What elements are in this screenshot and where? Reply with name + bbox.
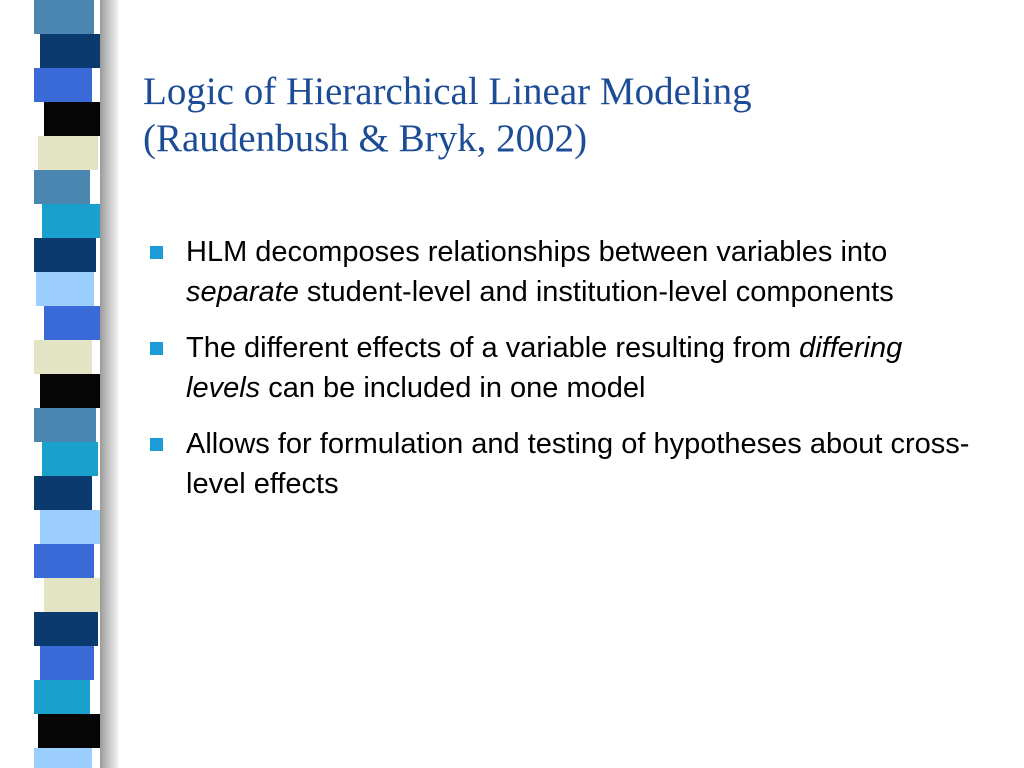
bullet-text: The different effects of a variable resulting from [186, 332, 800, 364]
bullet-emphasis: differing levels [186, 332, 903, 404]
square-bullet-icon [150, 342, 163, 355]
stripe-band [38, 136, 98, 170]
stripe-band [42, 204, 100, 238]
bullet-emphasis: separate [186, 276, 299, 308]
stripe-band [34, 748, 92, 768]
bullet-item [150, 232, 970, 312]
stripe-band [34, 0, 94, 34]
decorative-stripe-shadow [100, 0, 120, 768]
stripe-band [34, 612, 98, 646]
title-line-1: Logic of Hierarchical Linear Modeling [143, 70, 752, 113]
stripe-band [34, 340, 92, 374]
stripe-band [34, 476, 92, 510]
stripe-band [44, 306, 100, 340]
bullet-item [150, 424, 970, 504]
bullet-text: HLM decomposes relationships between variables into [186, 236, 888, 268]
stripe-band [44, 578, 100, 612]
square-bullet-icon [150, 438, 163, 451]
stripe-band [38, 714, 100, 748]
stripe-band [42, 442, 98, 476]
square-bullet-icon [150, 246, 163, 259]
stripe-band [44, 102, 100, 136]
bullet-text: student-level and institution-level components [298, 276, 894, 308]
bullet-text: can be included in one model [260, 372, 646, 404]
slide-title [143, 68, 1003, 162]
stripe-band [34, 238, 96, 272]
bullet-list [150, 232, 970, 520]
decorative-color-stripe [34, 0, 100, 768]
stripe-band [40, 646, 94, 680]
bullet-text: Allows for formulation and testing of hypotheses about cross-level effects [186, 428, 970, 500]
stripe-band [40, 34, 100, 68]
stripe-band [36, 272, 94, 306]
stripe-band [40, 510, 100, 544]
stripe-band [34, 408, 96, 442]
stripe-band [34, 170, 90, 204]
title-line-2: (Raudenbush & Bryk, 2002) [143, 117, 588, 160]
stripe-band [40, 374, 100, 408]
stripe-band [34, 680, 90, 714]
stripe-band [34, 68, 92, 102]
bullet-item [150, 328, 970, 408]
stripe-band [34, 544, 94, 578]
